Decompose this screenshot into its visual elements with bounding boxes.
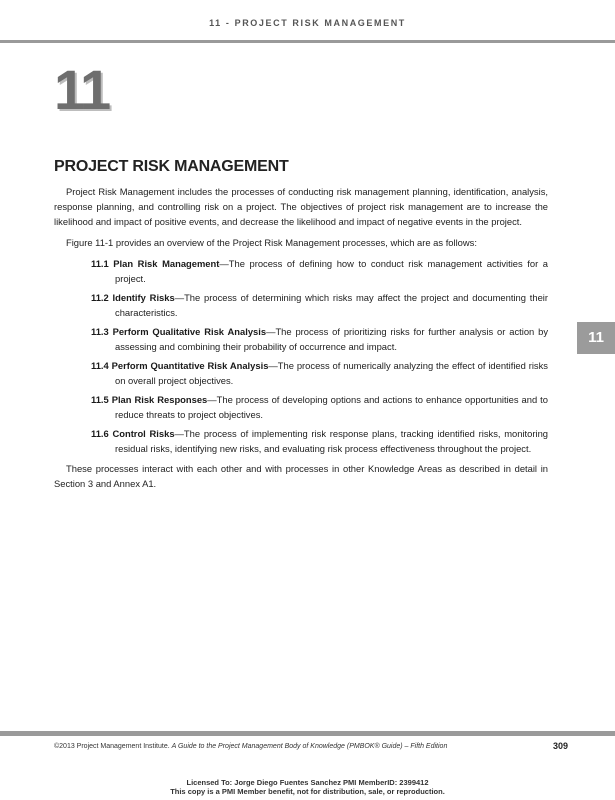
license-notice — [0, 778, 615, 796]
footer-rule — [0, 731, 615, 736]
running-head — [0, 0, 615, 42]
footer-copyright: ©2013 Project Management Institute. — [54, 743, 170, 750]
header-rule — [0, 40, 615, 43]
chapter-number: 11 — [54, 58, 110, 121]
list-item-process-11-5 — [91, 392, 548, 422]
closing-paragraph: These processes interact with each other and with processes in other Knowledge Areas as described in detail in Section 3 and Annex A1. — [54, 463, 548, 489]
process-title: 11.3 Perform Qualitative Risk Analysis — [91, 326, 267, 337]
chapter-title: PROJECT RISK MANAGEMENT — [54, 158, 289, 175]
license-line-1: Licensed To: Jorge Diego Fuentes Sanchez PMI MemberID: 2399412 — [186, 778, 429, 787]
running-head-text: 11 - PROJECT RISK MANAGEMENT — [209, 18, 406, 28]
list-item-process-11-6 — [91, 426, 548, 456]
process-description: —The process of implementing risk response plans, tracking identified risks, monitoring residual risks, identifying new risks, and evaluating risk process effectiveness throughout the project. — [115, 428, 548, 454]
chapter-body — [54, 184, 548, 497]
process-list — [54, 256, 548, 456]
process-title: 11.4 Perform Quantitative Risk Analysis — [91, 360, 269, 371]
chapter-side-tab: 11 — [577, 322, 615, 354]
page-number: 309 — [552, 741, 568, 751]
process-description: —The process of numerically analyzing the effect of identified risks on overall project objectives. — [115, 360, 548, 386]
process-title: 11.6 Control Risks — [91, 428, 175, 439]
process-description: —The process of defining how to conduct risk management activities for a project. — [115, 258, 549, 284]
process-title: 11.2 Identify Risks — [91, 292, 175, 303]
footer-book-title: A Guide to the Project Management Body of Knowledge (PMBOK® Guide) – Fifth Edition — [171, 743, 448, 750]
process-description: —The process of developing options and actions to enhance opportunities and to reduce threats to project objectives. — [115, 394, 548, 420]
process-description: —The process of prioritizing risks for further analysis or action by assessing and combining their probability of occurrence and impact. — [115, 326, 549, 352]
list-item-process-11-3 — [91, 324, 548, 354]
intro-paragraph: Project Risk Management includes the processes of conducting risk management planning, identification, analysis, response planning, and controlling risk on a project. The objectives of project risk management are to increase the likelihood and impact of positive events, and decrease the likelihood and impact of negative events in the project. — [54, 186, 548, 227]
list-item-process-11-2 — [91, 290, 548, 320]
footer-citation — [54, 743, 447, 750]
list-item-process-11-1 — [91, 256, 548, 286]
license-line-2: This copy is a PMI Member benefit, not for distribution, sale, or reproduction. — [170, 787, 445, 796]
overview-paragraph: Figure 11-1 provides an overview of the Project Risk Management processes, which are as follows: — [66, 237, 477, 248]
process-title: 11.5 Plan Risk Responses — [91, 394, 208, 405]
process-title: 11.1 Plan Risk Management — [91, 258, 220, 269]
list-item-process-11-4 — [91, 358, 548, 388]
process-description: —The process of determining which risks may affect the project and documenting their characteristics. — [115, 292, 548, 318]
